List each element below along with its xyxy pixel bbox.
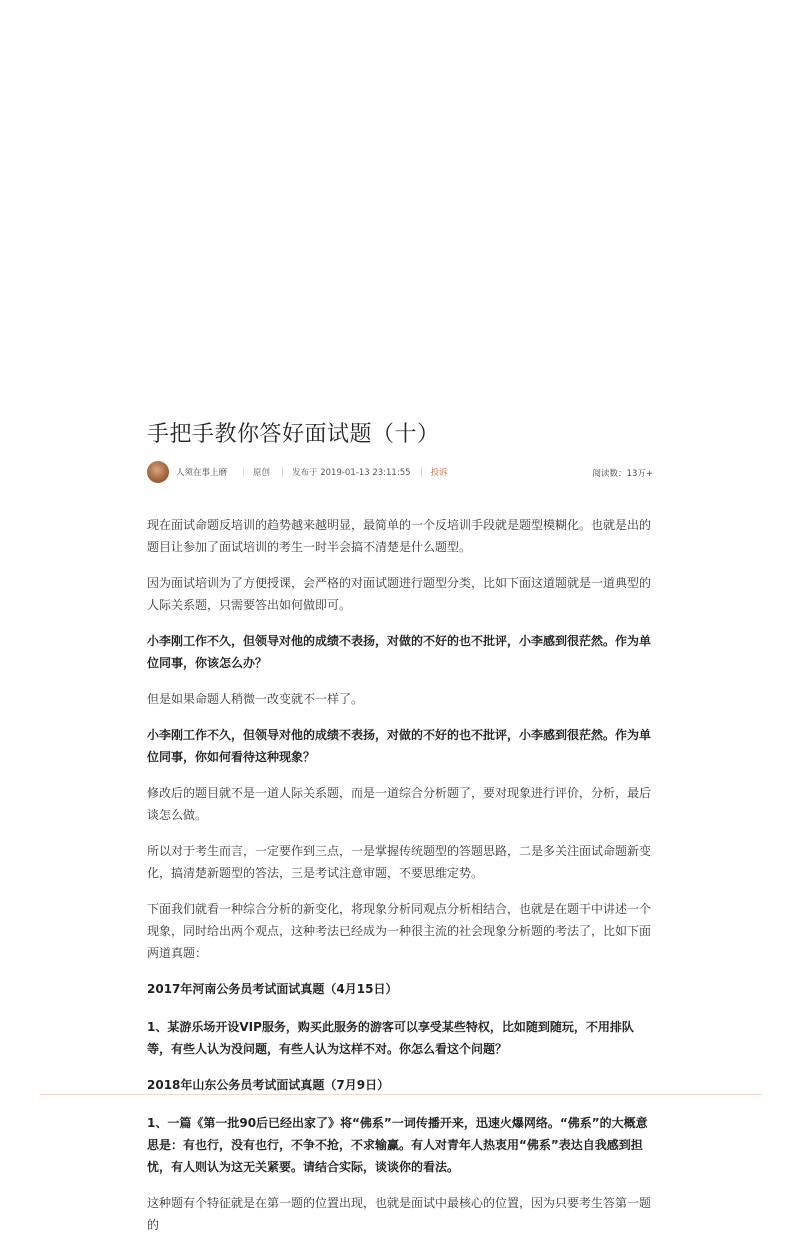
publish-date: 发布于 2019-01-13 23:11:55 [292,468,411,478]
article-title: 手把手教你答好面试题（十） [147,422,440,447]
article-type-label: 原创 [253,468,271,478]
section-heading: 2017年河南公务员考试面试真题（4月15日） [147,982,398,996]
body-paragraph: 所以对于考生而言，一定要作到三点，一是掌握传统题型的答题思路，二是多关注面试命题新变化，搞清楚新题型的答法，三是考试注意审题，不要思维定势。 [147,844,652,880]
report-link[interactable]: 投诉 [430,468,448,478]
article-body [147,514,657,1236]
author-avatar[interactable] [147,461,169,483]
page-divider [40,1094,762,1095]
read-count: 阅读数：13万+ [592,469,653,479]
section-heading: 2018年山东公务员考试面试真题（7月9日） [147,1078,390,1092]
body-paragraph: 现在面试命题反培训的趋势越来越明显，最简单的一个反培训手段就是题型模糊化。也就是出的题目让参加了面试培训的考生一时半会搞不清楚是什么题型。 [147,518,652,554]
body-paragraph: 下面我们就看一种综合分析的新变化，将现象分析同观点分析相结合，也就是在题干中讲述一个现象，同时给出两个观点，这种考法已经成为一种很主流的社会现象分析题的考法了，比如下面两道真题： [147,902,652,960]
article-meta [147,458,657,486]
meta-divider [421,467,422,477]
question-paragraph: 小李刚工作不久，但领导对他的成绩不表扬，对做的不好的也不批评，小李感到很茫然。作为单位同事，你如何看待这种现象？ [147,728,652,764]
question-paragraph: 1、一篇《第一批90后已经出家了》将“佛系”一词传播开来，迅速火爆网络。“佛系”的大概意思是：有也行，没有也行，不争不抢，不求输赢。有人对青年人热衷用“佛系”表达自我感到担忧，有人则认为这无关紧要。请结合实际，谈谈你的看法。 [147,1116,648,1174]
article [147,418,657,1250]
meta-divider [243,467,244,477]
body-paragraph: 修改后的题目就不是一道人际关系题，而是一道综合分析题了，要对现象进行评价，分析，最后谈怎么做。 [147,786,652,822]
body-paragraph: 因为面试培训为了方便授课，会严格的对面试题进行题型分类，比如下面这道题就是一道典型的人际关系题，只需要答出如何做即可。 [147,576,652,612]
body-paragraph: 但是如果命题人稍微一改变就不一样了。 [147,692,364,706]
body-paragraph: 这种题有个特征就是在第一题的位置出现，也就是面试中最核心的位置，因为只要考生答第一题的 [147,1196,652,1232]
question-paragraph: 1、某游乐场开设VIP服务，购买此服务的游客可以享受某些特权，比如随到随玩，不用排队等，有些人认为没问题，有些人认为这样不对。你怎么看这个问题？ [147,1020,634,1056]
meta-divider [282,467,283,477]
question-paragraph: 小李刚工作不久，但领导对他的成绩不表扬，对做的不好的也不批评，小李感到很茫然。作为单位同事，你该怎么办？ [147,634,652,670]
author-name[interactable]: 人须在事上磨 [176,468,228,478]
